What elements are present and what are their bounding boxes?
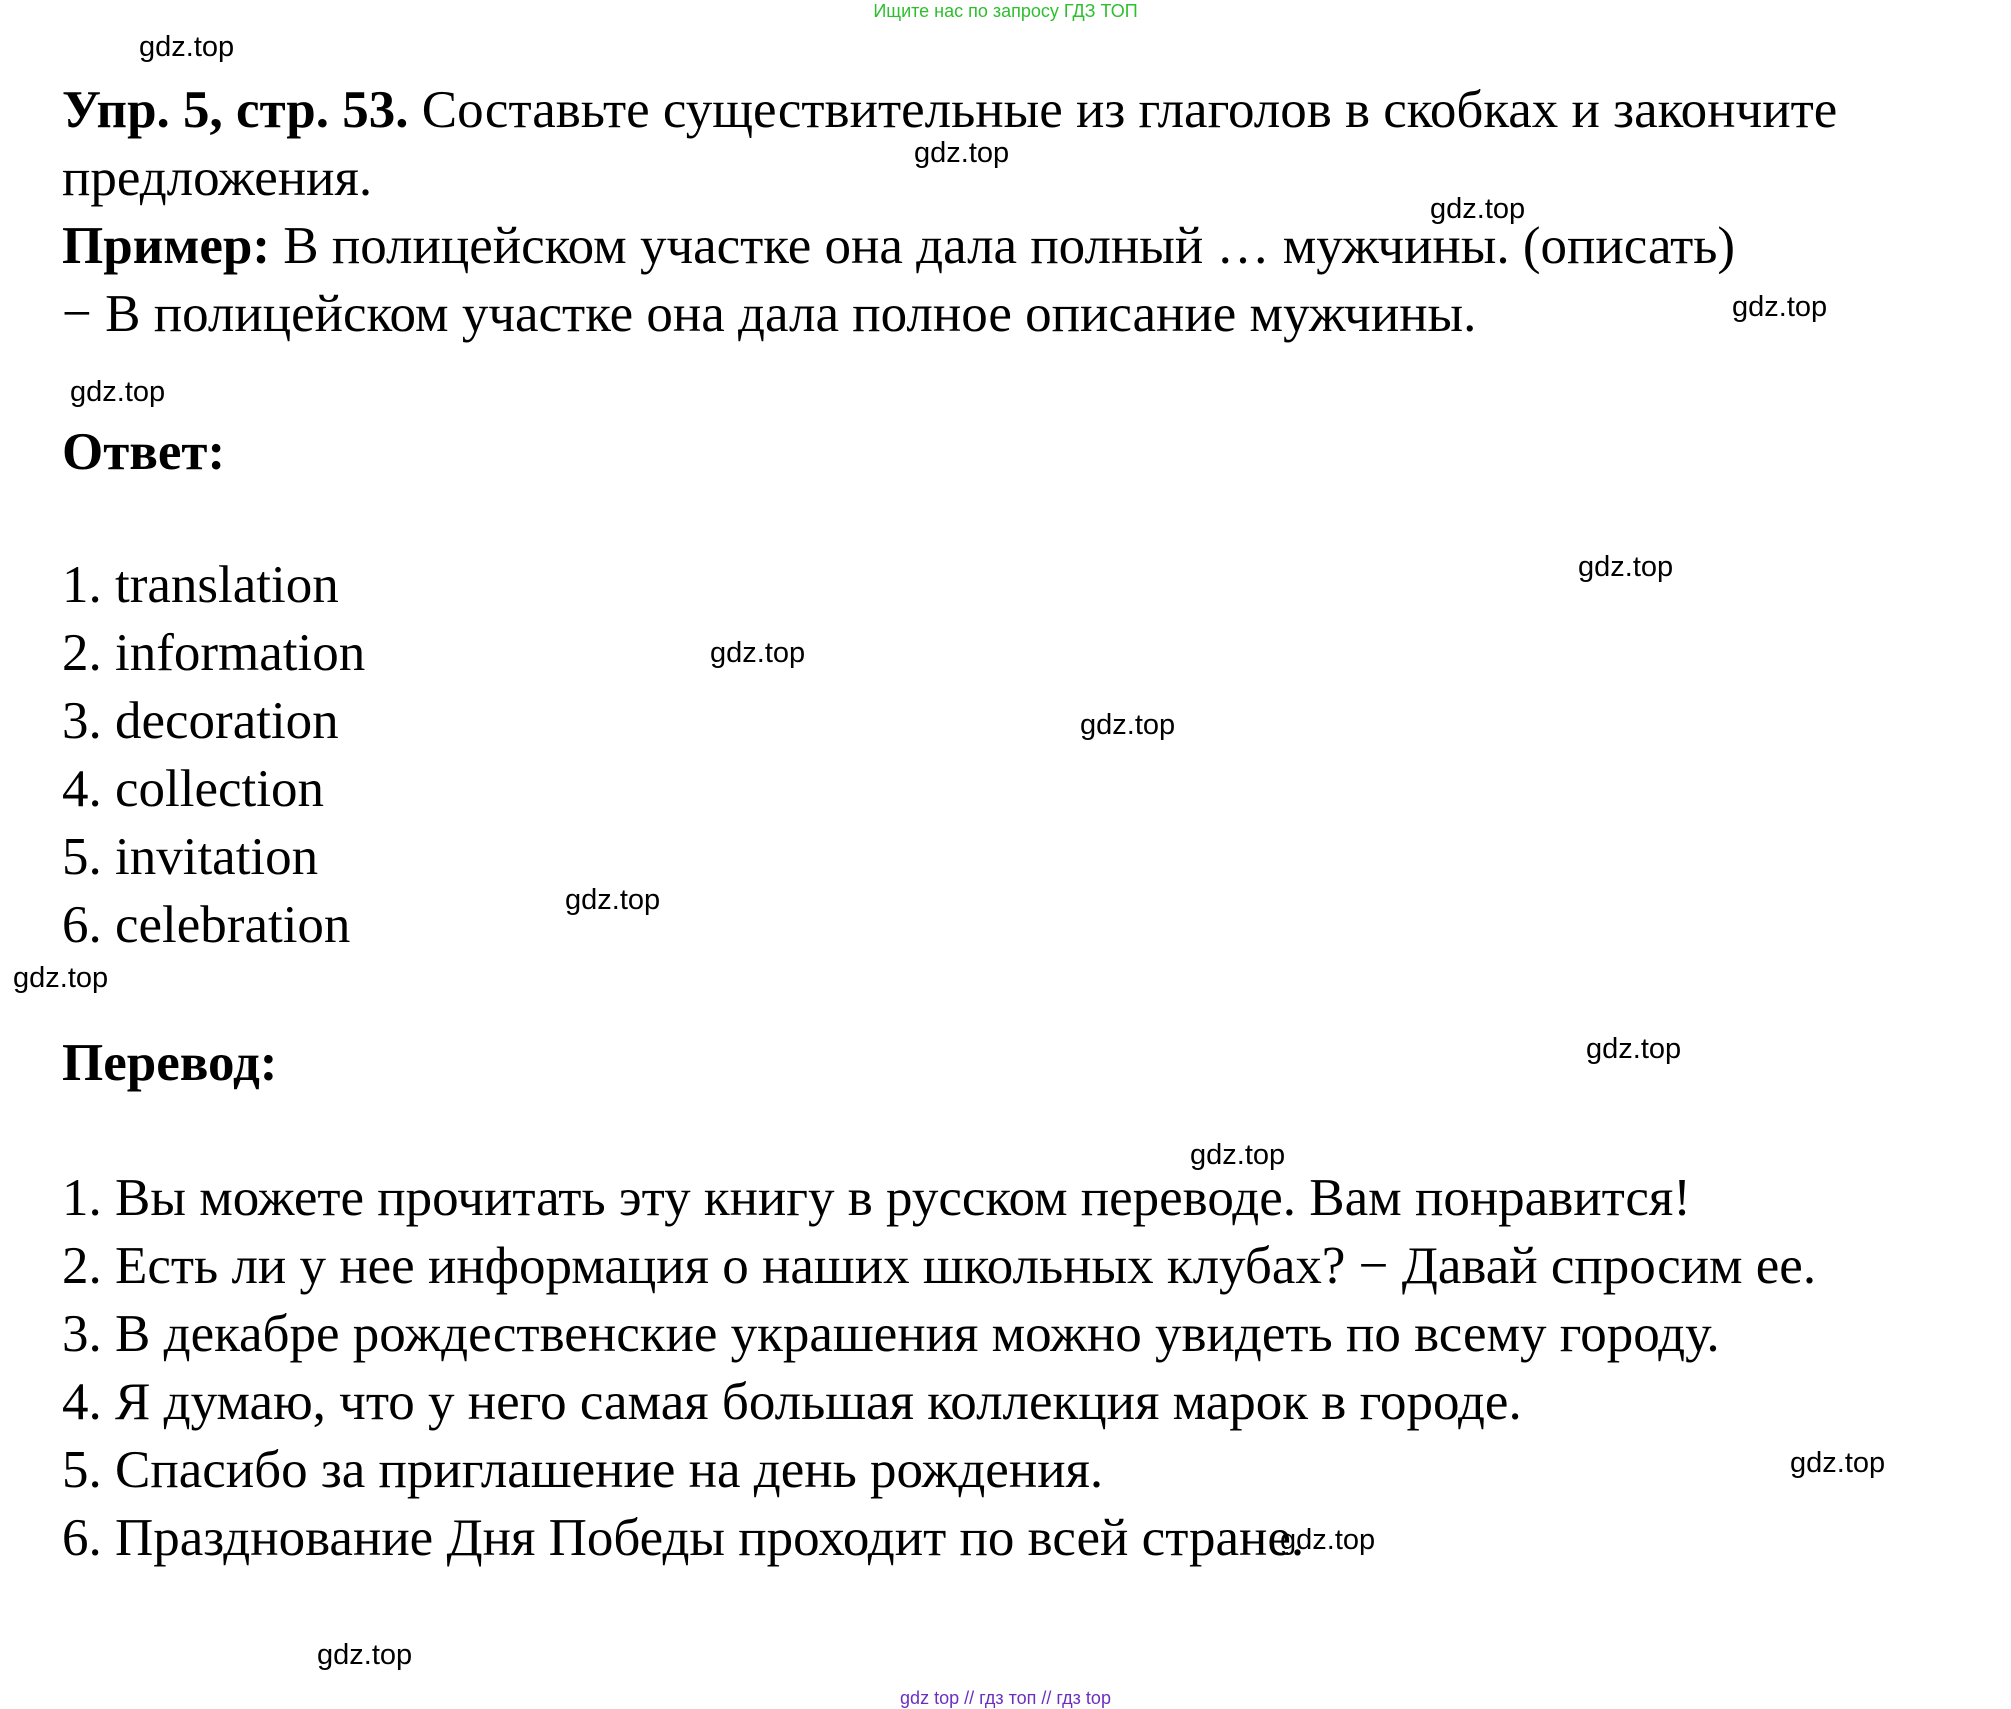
translation-heading: Перевод: (62, 1034, 278, 1092)
watermark: gdz.top (565, 884, 661, 916)
translation-item: 1. Вы можете прочитать эту книгу в русском переводе. Вам понравится! (62, 1169, 1691, 1227)
top-banner: Ищите нас по запросу ГДЗ ТОП (873, 1, 1138, 21)
watermark: gdz.top (317, 1639, 413, 1671)
translation-item: 2. Есть ли у нее информация о наших школьных клубах? − Давай спросим ее. (62, 1237, 1817, 1295)
answer-item: 6. celebration (62, 896, 351, 954)
watermark: gdz.top (1790, 1447, 1886, 1479)
answer-item: 1. translation (62, 556, 339, 614)
watermark: gdz.top (710, 637, 806, 669)
translation-item: 5. Спасибо за приглашение на день рождения. (62, 1441, 1104, 1499)
watermark: gdz.top (13, 962, 109, 994)
translation-item: 4. Я думаю, что у него самая большая коллекция марок в городе. (62, 1373, 1522, 1431)
watermark: gdz.top (1190, 1139, 1286, 1171)
answer-heading: Ответ: (62, 423, 226, 481)
watermark: gdz.top (1280, 1524, 1376, 1556)
watermark: gdz.top (1578, 551, 1674, 583)
watermark: gdz.top (1586, 1033, 1682, 1065)
watermark: gdz.top (1732, 291, 1828, 323)
example-label: Пример: (62, 217, 270, 275)
translation-item: 3. В декабре рождественские украшения можно увидеть по всему городу. (62, 1305, 1720, 1363)
watermark: gdz.top (139, 31, 235, 63)
translation-list (62, 1164, 1982, 1572)
watermark: gdz.top (1430, 193, 1526, 225)
translation-item: 6. Празднование Дня Победы проходит по всей стране. (62, 1509, 1305, 1567)
answer-item: 4. collection (62, 760, 324, 818)
watermark: gdz.top (1080, 709, 1176, 741)
exercise-instruction: Составьте существительные из глаголов в скобках и закончите предложения. (62, 81, 1838, 207)
exercise-label: Упр. 5, стр. 53. (62, 81, 409, 139)
answer-item: 2. information (62, 624, 366, 682)
example-answer: − В полицейском участке она дала полное описание мужчины. (62, 285, 1477, 343)
answer-item: 5. invitation (62, 828, 319, 886)
footer-watermark: gdz top // гдз топ // гдз top (900, 1688, 1111, 1708)
answer-list (62, 551, 1982, 959)
watermark: gdz.top (914, 137, 1010, 169)
example-text: В полицейском участке она дала полный … мужчины. (описать) (270, 217, 1736, 275)
exercise-intro (62, 76, 1982, 348)
watermark: gdz.top (70, 376, 166, 408)
answer-item: 3. decoration (62, 692, 339, 750)
